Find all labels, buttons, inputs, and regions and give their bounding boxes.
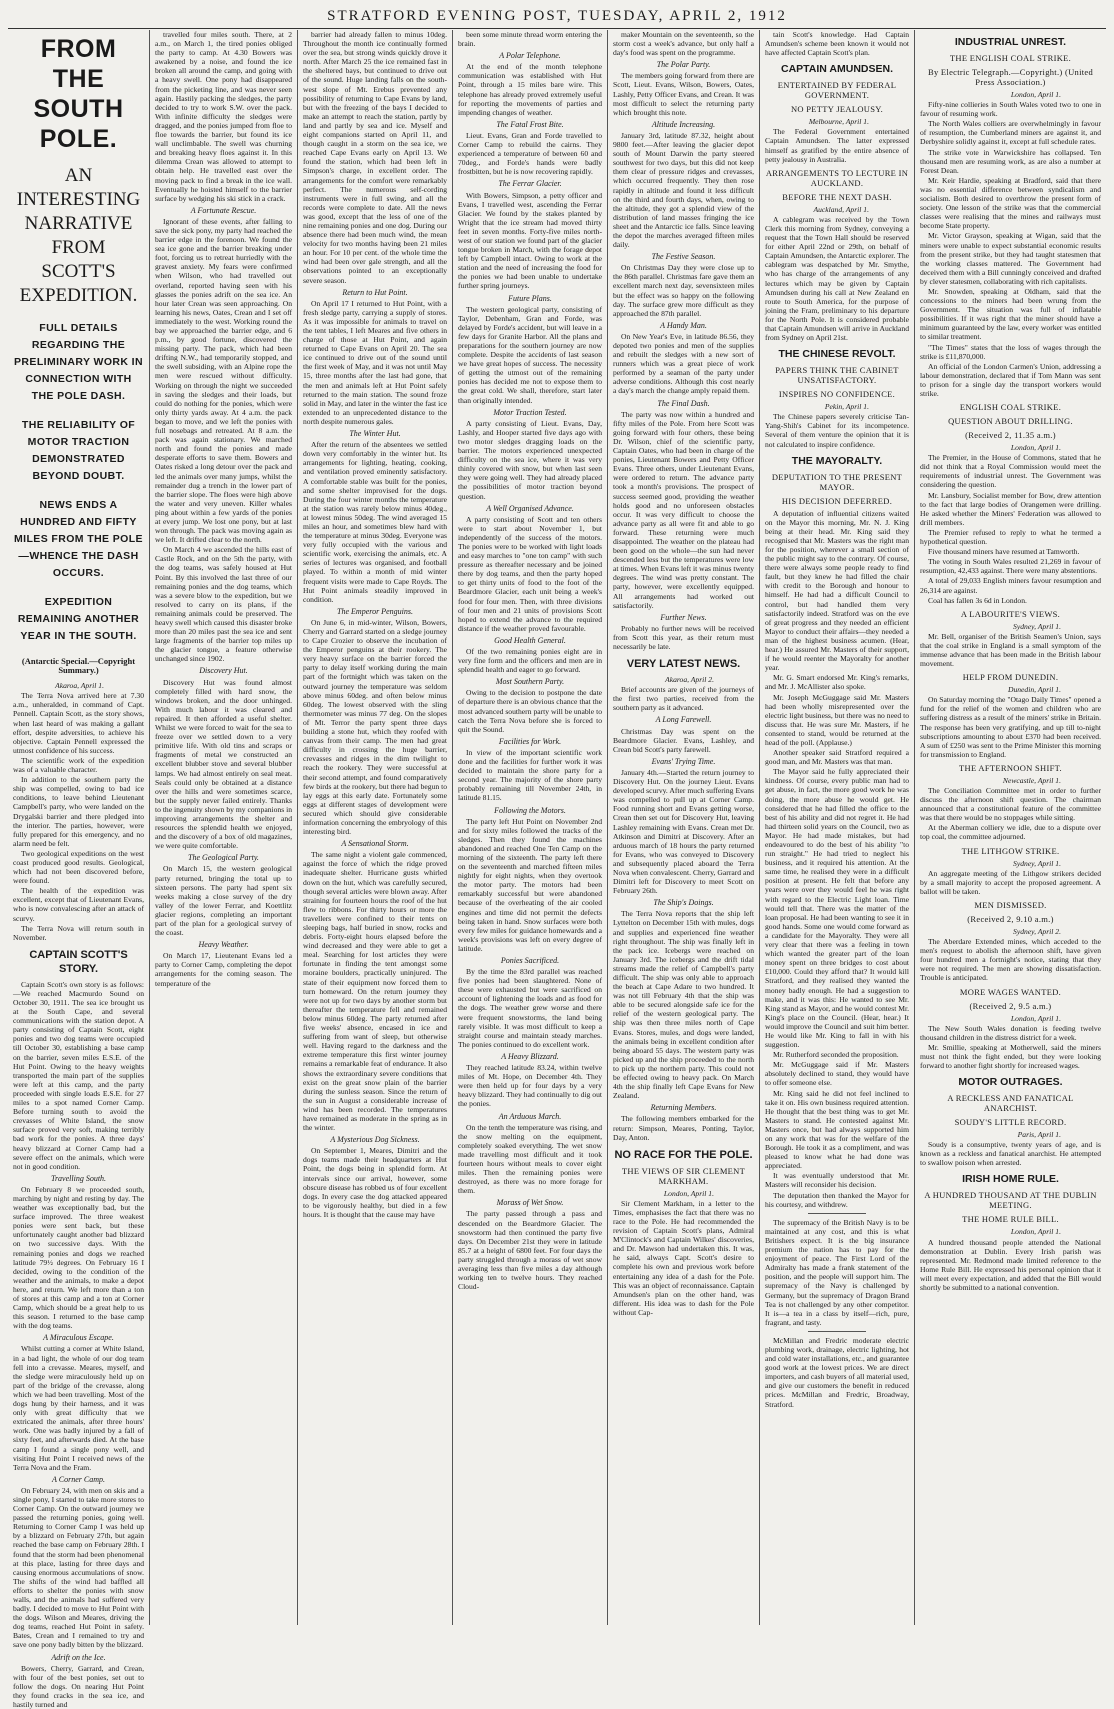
section-heading: NO RACE FOR THE POLE. <box>614 1148 753 1161</box>
dateline: Akaroa, April 1. <box>55 681 104 691</box>
dateline: Paris, April 1. <box>1017 1130 1061 1140</box>
dateline: London, April 1. <box>1010 1013 1061 1023</box>
paragraph: A deputation of influential citizens waited on the Mayor this morning, Mr. N. J. King being at their head. Mr. King said they recognised that Mr. Masters was the right man for the position, wherever a small section of the public might say to the contrary. Of course, there were always some people ready to find fault, but they knew he had filled the chair with credit to the Borough and honour to himself. He had had a difficult Council to control, but had handled them very satisfactorily indeed. Stratford was on the eve of great progress and they needed an efficient Mayor to conduct their affairs—they needed a man of the highest business acumen. (Hear, hear.) He assured Mr. Masters of their support, if he would reenter the Mayoralty for another year. <box>765 508 909 673</box>
subheading: Good Health General. <box>494 635 566 645</box>
paragraph: Lieut. Evans, Gran and Forde travelled to Corner Camp to rebuild the cairns. They experienced a temperature of between 60 and 70deg., and Forde's hands were badly frostbitten, but he is now recovering rapidly. <box>458 130 602 177</box>
paragraph: A party consisting of Lieut. Evans, Day, Lashly, and Hooper started five days ago with two motor sledges dragging loads on the barrier. The motors experienced unexpected difficulty on the sea ice, where it was very thinly covered with snow, but when last seen they were going well. They had already placed the possibilities of motor traction beyond question. <box>458 418 602 501</box>
subheading: The Ship's Doings. <box>653 898 714 908</box>
subheading: BEFORE THE NEXT DASH. <box>782 191 892 202</box>
subheading: HELP FROM DUNEDIN. <box>962 672 1059 683</box>
subheading: The Polar Party. <box>656 60 711 70</box>
paragraph: Soudy is a consumptive, twenty years of age, and is known as a reckless and fanatical anarchist. He attempted to swallow poison when arrested. <box>920 1140 1101 1168</box>
paragraph: The party passed through a pass and descended on the Beardmore Glacier. The snowstorm had then continued the party five days. On December 21st they were in latitude 85.7 at a height of 6800 feet. For four days the party struggled through a morass of wet snow averaging less than five miles a day although working ten to twelve hours. They reached Cloud- <box>458 1209 602 1292</box>
subheading: MORE WAGES WANTED. <box>959 986 1062 997</box>
paragraph: maker Mountain on the seventeenth, so the storm cost a week's advance, but only half a day's food was spent on the programme. <box>613 30 754 58</box>
subheading: The Fatal Frost Bite. <box>496 119 564 129</box>
subheading: THE ENGLISH COAL STRIKE. <box>949 53 1072 63</box>
subheading: A HUNDRED THOUSAND AT THE DUBLIN MEETING. <box>924 1190 1097 1211</box>
paragraph: The deputation then thanked the Mayor for his courtesy, and withdrew. <box>765 1190 909 1209</box>
section-heading: THE CHINESE REVOLT. <box>778 348 896 361</box>
paragraph: "The Times" states that the loss of wages through the strike is £11,870,000. <box>920 342 1101 361</box>
paragraph: Owing to the decision to postpone the date of departure there is an obvious chance that the most advanced southern party will be unable to catch the Terra Nova before she is forced to quit the Sound. <box>458 688 602 734</box>
paragraph: A hundred thousand people attended the National demonstration at Dublin. Every Irish parish was represented. Mr. Redmond made limited reference to the Home Rule Bill. He expressed his personal opinion that it will meet every expectation, and added that the Bill would shortly be submitted to a national convention. <box>920 1237 1101 1292</box>
dateline: Sydney, April 1. <box>1013 621 1061 631</box>
paragraph: They reached latitude 83.24, within twelve miles of Mt. Hope, on December 4th. They were then held up for four days by a very heavy blizzard. They had continually to dig out the ponies. <box>458 1063 602 1109</box>
received-note: (Received 2, 9.10 a.m.) <box>967 913 1054 924</box>
paragraph: The New South Wales donation is feeding twelve thousand children in the distress district for a week. <box>920 1023 1101 1042</box>
paragraph: The members going forward from there are Scott, Lieut. Evans, Wilson, Bowers, Oates, Lashly, Petty Officer Evans, and Crean. It was most difficult to select the returning party which brought this note. <box>613 71 754 117</box>
column-2 <box>150 30 298 1625</box>
paragraph: Christmas Day was spent on the Beardmore Glacier. Evans, Lashley, and Crean bid Scott's party farewell. <box>613 726 754 754</box>
subheading: THE LITHGOW STRIKE. <box>961 845 1060 856</box>
deck-4: EXPEDITION REMAINING ANOTHER YEAR IN THE SOUTH. <box>17 596 140 642</box>
column-5 <box>608 30 760 1625</box>
subheading: Travelling South. <box>50 1173 107 1183</box>
paragraph: On September 1, Meares, Dimitri and the dogs teams made their headquarters at Hut Point, the dogs being in splendid form. At intervals since our arrival, however, some obscure disease has robbed us of four excellent dogs. In every case the dog attacked appeared to be vigorously healthy, but died in a few hours. It is thought that the cause may have <box>303 1146 447 1219</box>
paragraph: The Terra Nova will return south in November. <box>13 923 144 942</box>
dateline: London, April 1. <box>1010 1227 1061 1237</box>
paragraph: Mr. McGuggage said if Mr. Masters absolutely declined to stand, they would have to offer someone else. <box>765 1060 909 1088</box>
paragraph: At the end of the month telephone communication was established with Hut Point, through a 15 miles bare wire. This telephone has already proved extremely useful for reporting the movements of parties and impending changes of weather. <box>458 62 602 117</box>
paragraph: Two geological expeditions on the west coast produced good results. Geological, which had not been discovered before, were found. <box>13 848 144 886</box>
paragraph: The Federal Government entertained Captain Amundsen. The latter expressed himself as gratified by the entire absence of petty jealousy in Australia. <box>765 127 909 164</box>
paragraph: The strike vote in Warwickshire has collapsed. Ten thousand men are resuming work, as are also a number at Forest Dean. <box>920 147 1101 175</box>
received-note: (Received 2, 9.5 a.m.) <box>969 1000 1052 1011</box>
credit-line: By Electric Telegraph.—Copyright.) (United Press Association.) <box>927 67 1094 87</box>
paragraph: Brief accounts are given of the journeys of the first two parties, received from the southern party as it advanced. <box>613 685 754 713</box>
subheading: A Fortunate Rescue. <box>190 205 257 215</box>
paragraph: Five thousand miners have resumed at Tamworth. <box>928 547 1080 557</box>
paragraph: On June 6, in mid-winter, Wilson, Bowers, Cherry and Garrard started on a sledge journey to Cape Crozier to observe the incubation of the Emperor penguins at their rookery. The very heavy surface on the barrier forced the party to delay itself working during the main part of the fortnight which was taken on the outward journey the temperature was seldom above minus 60deg. and often below minus 60deg. The lowest observed with the sling thermometer was minus 77 deg. On the slopes of Mt. Terror the party spent three days building a stone hut, which they roofed with canvas from their camp. The men had great difficulty in crossing the huge barrier, crevasses and ridges in the dim twilight to reach the rookery. They were successful at their second attempt, and found comparatively few birds at the rookery, but there had begun to lay eggs at this early date. Fortunately some eggs at different stages of development were secured which should give considerable information concerning the embryology of this interesting bird. <box>303 617 447 837</box>
subheading: A Heavy Blizzard. <box>501 1051 559 1061</box>
paragraph: At the Aberman colliery we idle, due to a dispute over top coal, the committee adjourned. <box>920 823 1101 842</box>
received-note: (Received 2, 11.35 a.m.) <box>965 430 1056 441</box>
paragraph: Fifty-nine collieries in South Wales voted two to one in favour of resuming work. <box>920 100 1101 119</box>
paragraph: On February 24, with men on skis and a single pony, I started to take more stores to Corner Camp. On the outward journey we passed the returning ponies, going well. Returning to Corner Camp I was held up by a blizzard on February 27th, but again reached the base camp on February 28th. I found that the storm had been phenomenal at this place, lasting for three days and causing enormous accumulations of snow. The shifts of the wind had baffled all efforts to shelter the ponies with snow walls, and the animals had suffered very badly. I decided to move to Hut Point with the dogs. Wilson and Meares, driving the dog teams, reached Hut Point in safety. Bates, Crean and I remained to try and save one pony badly bitten by the blizzard. <box>13 1485 144 1650</box>
paragraph: Bowers, Cherry, Garrard, and Crean, with four of the best ponies, set out to follow the dogs. On nearing Hut Point they found cracks in the sea ice, and hastily turned and <box>13 1663 144 1709</box>
subheading: A RECKLESS AND FANATICAL ANARCHIST. <box>947 1093 1074 1114</box>
subheading: ENTERTAINED BY FEDERAL GOVERNMENT. <box>777 80 897 101</box>
paragraph: The Terra Nova arrived here at 7.30 a.m., unheralded, in command of Capt. Pennell. Captain Scott, as the story shows, when last heard of was making a gallant effort, despite adversities, to achieve his objective. Captain Pennell expressed the utmost confidence of his success. <box>13 691 144 755</box>
subheading: A Corner Camp. <box>52 1474 105 1484</box>
subheading: ARRANGEMENTS TO LECTURE IN AUCKLAND. <box>765 167 909 188</box>
subheading: Altitude Increasing. <box>651 119 716 129</box>
paragraph: Coal has fallen 3s 6d in London. <box>928 595 1027 605</box>
section-heading: CAPTAIN AMUNDSEN. <box>781 63 893 76</box>
paragraph: been some minute thread worm entering the brain. <box>458 30 602 49</box>
paragraph: The Chinese papers severely criticise Tan-Yang-Shih's Cabinet for its incompetence. Several of them venture the opinion that it is not calculated to inspire confidence. <box>765 412 909 449</box>
copyright-note: (Antarctic Special.—Copyright Summary.) <box>21 656 136 676</box>
paragraph: On March 17, Lieutenant Evans led a party to Corner Camp, completing the depot arrangements for the coming season. The temperature of the <box>155 951 292 988</box>
dateline: Akaroa, April 2. <box>665 675 714 685</box>
subheading: INSPIRES NO CONFIDENCE. <box>778 389 896 400</box>
subheading: HIS DECISION DEFERRED. <box>781 495 893 506</box>
paragraph: On April 17 I returned to Hut Point, with a fresh sledge party, carrying a supply of stores. As it was impossible for animals to travel on the tent tables, I left Meares and five others in charge of those at Hut Point, and again returned to Cape Evans on April 20. The sea ice continued to drive out of the sound until the first week of May, and it was not until May 15, three months after the last had gone, that the men and animals left at Hut Point safely returned to the main station. The sound froze solid in May, and later in the winter the fast ice extended to an unprecedented distance to the north despite numerous gales. <box>303 298 447 426</box>
paragraph: Mr. King said he did not feel inclined to take it on. His own business required attention. He thought that the best thing was to get Mr. Masters to stand. He contested against Mr. Masters once, but had always supported him on any work that was for the welfare of the Borough. He took it as a compliment, and was pleased to know what he had done was appreciated. <box>765 1088 909 1171</box>
subheading: Further News. <box>660 612 707 622</box>
paragraph: Sir Clement Markham, in a letter to the Times, emphasises the fact that there was no race to the Pole. He had recommended the revision of Captain Scott's plans, Admiral M'Clintock's and Captain Wilkes' discoveries, and Dr. Mawson had undertaken this. It was, he said, always Capt. Scott's desire to complete his own and previous work before entertaining any idea of a dash for the Pole. This was an object of reconnaissance. Captain Amundsen's plan on the other hand, was different. His idea was to dash for the Pole without Cap- <box>613 1198 754 1317</box>
subheading: QUESTION ABOUT DRILLING. <box>948 416 1073 427</box>
paragraph: Whilst cutting a corner at White Island, in a bad light, the whole of our dog team fell into a crevasse. Meares, myself, and the sledge were miraculously held up on part of the bridge of the crevasse, along which we had been travelling. Most of the dogs hung by their harness, and it was only with great difficulty that we extricated the animals, after three hours' work. One was badly injured by a fall of sixty feet, and afterwards died. At the base camp I found a single pony well, and visiting Hut Point I received news of the Terra Nova and the Fram. <box>13 1344 144 1472</box>
paragraph: An aggregate meeting of the Lithgow strikers decided by a small majority to accept the proposed agreement. A ballot will be taken. <box>920 868 1101 896</box>
paragraph: The same night a violent gale commenced, against the force of which the ridge proved inadequate shelter. Hurricane gusts whirled down on the hut, which was carefully secured, though several articles were blown away. After straining for fourteen hours the roof of the hut flew to ribbons. For thirty hours or more the travellers were confined to their tents on sleeping bags, half buried in snow, rocks and debris. Forty-eight hours elapsed before the wind decreased and they were able to get a meal. Searching for lost articles they were fortunate in finding the tent amongst some moraine boulders, practically uninjured. The state of their equipment now forced them to turn homeward. On the return journey they were not up for two days by another storm but thereafter the temperature fell and remained below minus 60deg. The party returned after five weeks' absence, encased in ice and suffering from want of sleep, but otherwise well. Having regard to the darkness and the extreme temperature this first winter journey remains a remarkable feat of endurance. It also shows the extraordinary severe conditions that exist on the great snow plain of the barrier during the sunless season. Since the return of the sun in August a considerable increase of wind has been recorded. The temperatures have remained as moderate in the spring as in the winter. <box>303 850 447 1133</box>
subheading: THE HOME RULE BILL. <box>962 1214 1059 1225</box>
paragraph: January 3rd, latitude 87.32, height about 9800 feet.—After leaving the glacier depot south of Mount Darwin the party steered southwest for two days, but this did not keep them clear of pressure ridges and crevasses, which occurred frequently. They then rose rapidly in altitude and found it less difficult on the third and fourth days, when, owing to the altitude, they got a splendid view of the distribution of land masses fringing the ice sheet and the Antarctic ice falls. Since leaving the depot the marches averaged fifteen miles daily. <box>613 130 754 250</box>
paragraph: The Mayor said he fully appreciated their kindness. Of course, every public man had to get abuse, in fact, the more good work he was doing, the more abuse he would get. He considered that he had filled the office to the best of his ability and did not regret it. He had had thirteen solid years on the Council, two as Mayor. He had made mistakes, but had endeavoured to do the best of his ability "to run straight." He had tried to neglect his business, and it required his attention. At the same time, he realised they were in a difficult position at present. He felt that before any years were over they would feel he was right with regard to the Electric Light loan. Time would tell that. There was the matter of the loan proposal. He had been wanting to see it in good hands. Some one would come forward as a candidate for the Mayoralty. They were all very clear that there was a feeling in town which wanted the greater part of the loan money spent on three bridges to cost about £10,000. Could they afford that? It would kill Stratford, and they realised they wanted the money badly enough. He had a suggestion to make, and it was this: He wanted to see Mr. King stand as Mayor, and he would contest Mr. King's place on the Council. (Hear, hear.) It would improve the Council and suit him better. He would like Mr. King to fall in with his suggestion. <box>765 767 909 1050</box>
paragraph: Probably no further news will be received from Scott this year, as their return must necessarily be late. <box>613 623 754 651</box>
paragraph: On March 4 we ascended the hills east of Castle Rock, and on the 5th the party, with the dog teams, was safely housed at Hut Point. By this involved the last three of our remaining ponies and the dog teams, which was a severe blow to the expedition, but we resolved to carry on its plans, if the remaining animals could be preserved. The heavy swell which caused this disaster broke more than 20 miles past the sea ice and sent large fragments of the barrier top miles up the glacier tongue, a feature otherwise unchanged since 1902. <box>155 545 292 664</box>
paragraph: The following members embarked for the return: Simpson, Meares, Ponting, Taylor, Day, Anton. <box>613 1114 754 1142</box>
subheading: A Handy Man. <box>660 320 707 330</box>
subheading: Evans' Trying Time. <box>651 756 716 766</box>
paragraph: Mr. G. Smart endorsed Mr. King's remarks, and Mr. J. McAllister also spoke. <box>765 673 909 692</box>
paragraph: The western geological party, consisting of Taylor, Debenham, Gran and Forde, was delayed by Forde's accident, but will leave in a few days for Granite Harbor. All the plans and preparations for the southern journey are now complete. Despite the accidents of last season we have great hopes of success. The necessity of getting the utmost out of the remaining ponies has decided me not to expose them to the great cold. We shall, therefore, start later than originally intended. <box>458 304 602 405</box>
subheading: A Mysterious Dog Sickness. <box>330 1135 420 1145</box>
dateline: Auckland, April 1. <box>813 204 869 214</box>
subheading: The Final Dash. <box>657 398 710 408</box>
paragraph: The Terra Nova reports that the ship left Lyttelton on December 15th with mules, dogs and supplies and experienced fine weather right throughout. The ship was finally left in the pack ice. Icebergs were reached on January 3rd. The icebergs and the drift tidal streams made the relief of Campbell's party difficult. The ship was only able to approach the beach at Cape Adare to two hundred. It was not till February 4th that the ship was able to be secured alongside safe ice for the relief of the western geological party. The ship was then three miles north of Cape Evans. Stores, mules, and dogs were landed, the animals being in excellent condition after being aboard 55 days. The western party was picked up and the ship proceeded to the north to pick up the northern party. This could not be effected owing to heavy pack. On March 4th the ship finally left Cape Evans for New Zealand. <box>613 909 754 1101</box>
paragraph: With Bowers, Simpson, a petty officer and Evans, I travelled west, ascending the Ferrar Glacier. We found by the stakes planted by Wright that the ice stream had moved thirty feet in seven months. Forty-five miles north-west of our station we found part of the glacier tongue broken in March, with the forage depot left by Campbell intact. Owing to work at the station and the need of increasing the food for the ponies we had been unable to undertake further spring journeys. <box>458 190 602 291</box>
section-heading: IRISH HOME RULE. <box>962 1173 1059 1186</box>
paragraph: Mr. Snowden, speaking at Oldham, said that the concessions to the miners had been wrung from the Government. The situation was full of inflatable possibilities. If it was right that the miner should have a minimum guaranteed by the law, every worker was entitled to similar treatment. <box>920 286 1101 342</box>
paragraph: On the tenth the temperature was rising, and the snow melting on the equipment, completely soaked everything. The wet snow made travelling most difficult and it took fourteen hours without meals to cover eight miles. Then the remaining ponies were destroyed, as there was no more forage for them. <box>458 1122 602 1196</box>
subheading: Returning Members. <box>650 1103 717 1113</box>
paragraph: The Premier, in the House of Commons, stated that he did not think that a Royal Commission would meet the requirements of industrial unrest. The Government was considering the question. <box>920 453 1101 490</box>
paragraph: An official of the London Carmen's Union, addressing a labour demonstration, declared that if Tom Mann was sent to prison for a single day the transport workers would strike. <box>920 361 1101 398</box>
subheading: An Arduous March. <box>498 1111 562 1121</box>
subheading: A LABOURITE'S VIEWS. <box>960 608 1061 619</box>
paragraph: Of the two remaining ponies eight are in very fine form and the officers and men are in splendid health and eager to go forward. <box>458 647 602 675</box>
subheading: Discovery Hut. <box>199 666 248 676</box>
subheading: Morass of Wet Snow. <box>496 1198 564 1208</box>
advertisement: The supremacy of the British Navy is to be maintained at any cost, and this is what Britishers expect. It is the big insurance premium the nation has to pay for the enjoyment of peace. The First Lord of the Admiralty has made a frank statement of the position, and the people will support him. The supremacy of the Navy is challenged by Germany, but the supremacy of Dragon Brand Tea is not challenged by any other competitor. It is—a tea in a class by itself—rich, pure, fragrant, and tasty. <box>765 1217 909 1327</box>
paragraph: On Saturday morning the "Otago Daily Times" opened a fund for the relief of the women and children who are suffering distress as a result of the miners' strike in Britain. The response has been very gratifying, and up till to-night subscriptions amounting to about £370 had been received. A sum of £250 was sent to the Prime Minister this morning for transmission to England. <box>920 695 1101 759</box>
paragraph: January 4th.—Started the return journey to Discovery Hut. On the journey Lieut. Evans developed scurvy. After much suffering Evans was compelled to pull up at Corner Camp. Food running short and Evans getting worse, Crean then set out for Discovery Hut, leaving Lashley remaining with Evans. Crean met Dr. Atkinson and Dimitri at Discovery. After an arduous march of 18 hours the party returned for Evans, who was conveyed to Discovery and subsequently placed aboard the Terra Nova when convalescent. Cherry, Garrard and Dimitri left for Discovery to meet Scott on February 26th. <box>613 767 754 896</box>
subheading: Ponies Sacrificed. <box>500 956 560 965</box>
section-heading: CAPTAIN SCOTT'S STORY. <box>29 948 128 975</box>
columns <box>8 30 1106 1709</box>
paragraph: In view of the important scientific work done and the facilities for further work it was decided to maintain the shore party for a second year. The majority of the shore party probably remaining till November 24th, in latitude 81.15. <box>458 747 602 803</box>
paragraph: The health of the expedition was excellent, except that of Lieutenant Evans, who is now convalescing after an attack of scurvy. <box>13 886 144 923</box>
deck-1: FULL DETAILS REGARDING THE PRELIMINARY WORK IN CONNECTION WITH THE POLE DASH. <box>14 322 143 402</box>
divider <box>808 1331 866 1332</box>
paragraph: barrier had already fallen to minus 10deg. Throughout the month ice continually formed over the sea, but strong winds quickly drove it north. After March 25 the ice remained fast in the sheltered bays, but continued to drive out of the sound. Huge landing falls on the south-west slope of Mt. Erebus prevented any possibility of returning to Cape Evans by land, but with the freezing of the bays I decided to make an attempt to reach the station, partly by land and partly by sea and ice. Myself and eight companions started on April 11, and though caught in a storm on the sea ice, we reached Cape Evans early on April 13. We found the station, which had been left in Simpson's charge, in excellent order. The arrangements for the comfort were remarkably perfect. The numerous self-cording instruments were in full swing, and all the records were complete to date. All the news was good, except that the less of one of the nine remaining ponies and one dog. During our absence there had been much wind, the mean velocity for two months having been 21 miles an hour. For 10 per cent. of the whole time the wind had been over gale strength, and all the observations pointed to an exceptionally severe season. <box>303 30 447 285</box>
subheading: Return to Hut Point. <box>342 287 408 297</box>
dateline: Melbourne, April 1. <box>808 117 869 127</box>
subheading: The Geological Party. <box>188 853 259 863</box>
column-1 <box>8 30 150 1709</box>
dateline: Pekin, April 1. <box>824 402 869 412</box>
subheading: DEPUTATION TO THE PRESENT MAYOR. <box>771 471 903 492</box>
divider <box>808 1213 866 1214</box>
paragraph: In addition to the southern party the ship was compelled, owing to bad ice conditions, to leave behind Lieutenant Campbell's party, who were landed on the Drygalski barrier and there pledged into the interior. The parties, however, were fully prepared for this emergency, and no alarm need be felt. <box>13 775 144 848</box>
subheading: The Winter Hut. <box>349 429 401 439</box>
paragraph: Mr. Victor Grayson, speaking at Wigan, said that the miners were unable to expect substantial economic results from the present strike, but they had taught statesmen that the working classes mattered. The Government had deceived them with a Bill cunningly conceived and drafted by clever statesmen, collaborating with rich capitalists. <box>920 231 1101 286</box>
subheading: Heavy Weather. <box>198 940 249 950</box>
advertisement: McMillan and Fredric moderate electric plumbing work, drainage, electric lighting, hot and cold water installations, etc., and guarantee good work at the lowest prices. We are direct importers, and cash buyers of all material used, and give our customers the benefit in reduced prices. McMillan and Fredric, Broadway, Stratford. <box>765 1335 910 1409</box>
dateline: Sydney, April 1. <box>1013 858 1061 868</box>
column-6 <box>760 30 915 1625</box>
subheading: Future Plans. <box>508 293 552 303</box>
paragraph: Discovery Hut was found almost completely filled with hard snow, the windows broken, and the door unhinged. With much labour it was cleared and repaired. It then afforded a useful shelter. Whilst we were forced to wait for the sea to freeze over we settled down to a very primitive life. With old tins and scraps or fragments of metal we constructed an excellent blubber stove and several blubber lamps. We had almost entirely on seal meat. Seals could only be obtained at a distance over the hills and were sometimes scarce, but the supply never failed entirely. Thanks to the ingenuity shown by my companions in improving arrangements the shelter and resources the splendid health we enjoyed, and the discovery of a box of old magazines, we were quite comfortable. <box>155 677 292 851</box>
section-heading: INDUSTRIAL UNREST. <box>954 36 1067 48</box>
paragraph: It was eventually understood that Mr. Masters will reconsider his decision. <box>765 1171 909 1190</box>
masthead: STRATFORD EVENING POST, TUESDAY, APRIL 2, 1912 <box>8 6 1106 29</box>
paragraph: Mr. Smillie, speaking at Motherwell, said the miners must not think the fight ended, but they were looking forward to another fight shortly for increased wages. <box>920 1042 1101 1070</box>
paragraph: Mr. Keir Hardie, speaking at Bradford, said that there was no essential difference between syndicalism and socialism. Both desired to overthrow the present form of society. One lesson of the strike was that the commercial classes were realising that the mines and railways must become State property. <box>920 175 1101 231</box>
paragraph: tain Scott's knowledge. Had Captain Amundsen's scheme been known it would not have affected Captain Scott's plan. <box>765 30 909 58</box>
paragraph: The party was now within a hundred and fifty miles of the Pole. From here Scott was going forward with four others, these being Dr. Wilson, chief of the scientific party, Captain Oates, who had been in charge of the ponies, Lieutenant Bowers and Petty Officer Evans. Three others, under Lieutenant Evans, were ordered to return. The advance party took a month's provisions. The prospect of success seemed good, providing the weather holds good and no unforeseen obstacles occur. It was very difficult to choose the advance party as all were fit and able to go forward. These returning were much disappointed. The weather on the plateau had been good on the whole—the sun had never descended less but the temperatures were low at times. When Evans left it was minus twenty degrees. The wind was pretty constant. The party, however, were excellently equipped. All arrangements had worked out satisfactorily. <box>613 409 754 610</box>
subheading: NO PETTY JEALOUSY. <box>790 104 884 115</box>
dateline: London, April 1. <box>1010 90 1061 99</box>
paragraph: Captain Scott's own story is as follows:—We reached Macmurdo Sound on October 30, 1911. The sea ice brought us at the South Cape, and several communications with the station depot. A party consisting of Captain Scott, eight ponies and two dog teams were occupied till October 30, establishing a base camp on the barrier, seven miles E.S.E. of the Hut Point. Owing to the heavy weights transported the main part of the supplies were left at this camp, and the party proceeded with single loads E.S.E. for 27 miles to a spot named Corner Camp. Before turning south to avoid the crevasses of White Island, the snow surface proved very soft, making terribly bad work for the ponies. A three days' heavy blizzard at Corner Camp had a severe effect on the animals, which were not in good condition. <box>13 979 144 1171</box>
paragraph: Another speaker said Stratford required a good man, and Mr. Masters was that man. <box>765 748 909 767</box>
paragraph: The Aberdare Extended mines, which acceded to the men's request to abolish the afternoon shift, have given four hundred men a fortnight's notice, stating that they were not required. The men are showing dissatisfaction. Trouble is anticipated. <box>920 937 1101 983</box>
paragraph: Mr. Rutherford seconded the proposition. <box>773 1050 899 1060</box>
paragraph: The North Wales colliers are overwhelmingly in favour of resumption, the Cumberland miners are against it, and Derbyshire solidly against it, except at full schedule rates. <box>920 119 1101 147</box>
subheading: THE AFTERNOON SHIFT. <box>959 762 1062 773</box>
paragraph: Mr. Joseph McGuggage said Mr. Masters had been wholly misrepresented over the electric light business, but there was no need to discuss that. He was sure Mr. Masters, if he consented to stand, would be returned at the head of the poll. (Applause.) <box>765 692 909 747</box>
subheading: Most Southern Party. <box>495 677 565 687</box>
paragraph: After the return of the absentees we settled down very comfortably in the winter hut. Its arrangements for lighting, heating, cooking, and ventilation proved eminently satisfactory. A comfortable stable was built for the ponies, and some shelter improvised for the dogs. During the four winter months the temperature at the station was rarely below minus 40deg., at lowest minus 50deg. The wind averaged 15 miles an hour, and sometimes blew hard with the temperature at minus 30deg. Everyone was very fully occupied with the various and scientific work, exercising the animals, etc. A series of lectures was organised, and football played. To within a month of mid winter frequent visits were made to Cape Royds. The Hut Point animals steadily improved in condition. <box>303 440 447 604</box>
dateline: London, April 1. <box>663 1188 714 1198</box>
section-heading: MOTOR OUTRAGES. <box>958 1076 1063 1089</box>
subheading: A Long Farewell. <box>655 715 712 725</box>
paragraph: The Conciliation Committee met in order to further discuss the afternoon shift question. The chairman announced that a constitutional feature of the committee was that there would be no stoppages while sitting. <box>920 786 1101 823</box>
paragraph: Mr. Lansbury, Socialist member for Bow, drew attention to the fact that large bodies of Orangemen were drilling. He asked whether the Miners' Federation was allowed to drill members. <box>920 490 1101 527</box>
paragraph: Mr. Bell, organiser of the British Seamen's Union, says that the coal strike in England is a small symptom of the immense advance that has been made in the British labour movement. <box>920 631 1101 669</box>
subheading: A Polar Telephone. <box>499 51 561 61</box>
subheading: MEN DISMISSED. <box>974 899 1047 910</box>
paragraph: A cablegram was received by the Town Clerk this morning from Sydney, conveying a request that the Town Hall should be reserved for either April 22nd or 29th, on behalf of Captain Amundsen, the Antarctic explorer. The cablegram was despatched by Mr. Smythe, who has charge of the arrangements of any lectures which may be given by Captain Amundsen during his call at New Zealand en route to South America, for the purpose of joining the Fram, preliminary to his departure for the North Pole. It is considered probable that Captain Amundsen will arrive in Auckland from Sydney on April 21st. <box>765 214 909 343</box>
subheading: The Ferrar Glacier. <box>498 179 562 189</box>
paragraph: The Premier refused to reply to what he termed a hypothetical question. <box>920 527 1101 547</box>
paragraph: The scientific work of the expedition was of a valuable character. <box>13 755 144 775</box>
paragraph: On March 15, the western geological party returned, bringing the total up to sixteen persons. The party had spent six weeks making a close survey of the dry valley of the lower Ferrar, and Koettlitz glacier regions, completing an important part of the plan for a geological survey of the coast. <box>155 864 292 938</box>
subheading: PAPERS THINK THE CABINET UNSATISFACTORY. <box>775 365 899 386</box>
column-3 <box>298 30 453 1625</box>
subheading: ENGLISH COAL STRIKE. <box>959 402 1062 413</box>
paragraph: On Christmas Day they were close up to the 86th parallel. Christmas fare gave them an excellent march next day, sevensixteen miles but the effect was so happy on the following day. The surface grew more difficult as they approached the 87th parallel. <box>613 263 754 318</box>
paragraph: A party consisting of Scott and ten others were to start about November 1, but independently of the success of the motors. The ponies were to be worked with light loads and easy marches to "one ton camp" with such pressure as thereafter necessary and be joined there by dog teams, and then the party hoped to get thirty units of food to the foot of the Beardmore Glacier, each unit being a week's food for four men. Then, with three divisions of four men and 21 units of provisions Scott hoped to extend the advance to the required distance if the weather proved favourable. <box>458 514 602 633</box>
paragraph: The voting in South Wales resulted 21,269 in favour of resumption, 42,433 against. There were many abstentions. <box>920 557 1101 576</box>
paragraph: On New Year's Eve, in latitude 86.56, they depoted two ponies and men of the supplies and rebuilt the sledges with a new sort of runners which was a great piece of work performed by a seaman of the party under adverse conditions. Although this cost nearly a day's march the change amply repaid them. <box>613 331 754 396</box>
column-4 <box>453 30 608 1625</box>
section-heading: VERY LATEST NEWS. <box>626 658 741 671</box>
subheadline: AN INTERESTING NARRATIVE FROM SCOTT'S EXPEDITION. <box>16 165 141 306</box>
deck-2: THE RELIABILITY OF MOTOR TRACTION DEMONSTRATED BEYOND DOUBT. <box>21 419 136 482</box>
subheading: A Well Organised Advance. <box>486 503 574 513</box>
column-7 <box>915 30 1106 1625</box>
subheading: SOUDY'S LITTLE RECORD. <box>954 1117 1067 1128</box>
headline: FROM THE SOUTH POLE. <box>33 35 124 153</box>
dateline: Dunedin, April 1. <box>1007 685 1061 695</box>
paragraph: The party left Hut Point on November 2nd and for sixty miles followed the tracks of the sledges. Then they found the machines abandoned and reached One Ten Camp on the morning of the sixteenth. The party left there on the seventeenth and marched fifteen miles nightly for eight nights, when they overtook the motor party. The motors had been remarkably successful but were abandoned because of the overheating of the air cooled engines and time did not permit the defects being taken in hand. Snow surfaces were both every few miles for guidance homewards and a week's provisions was left on every degree of latitude. <box>458 816 602 953</box>
dateline: London, April 1. <box>1010 443 1061 453</box>
subheading: Following the Motors. <box>494 805 566 815</box>
paragraph: A total of 29,033 English miners favour resumption and 26,314 are against. <box>920 576 1101 595</box>
deck-3: NEWS ENDS A HUNDRED AND FIFTY MILES FROM THE POLE—WHENCE THE DASH OCCURS. <box>14 499 143 579</box>
subheading: The Emperor Penguins. <box>337 606 413 616</box>
subheading: Adrift on the Ice. <box>51 1652 106 1662</box>
subheading: The Festive Season. <box>651 252 716 262</box>
paragraph: On February 8 we proceeded south, marching by night and resting by day. The weather was exceptionally bad, but the surface improved. The three weakest ponies were sent back, but these unfortunately caught another bad blizzard on two successive days. With the remaining ponies and dogs we reached latitude 79½ degrees. On February 16 I decided, owing to the condition of the weather and the animals, to make a depot here, and return. We left more than a ton of stores at this camp and a ton at Corner Camp, which should be a great help to us this season. I returned to the base camp with the dog teams. <box>13 1184 144 1331</box>
subheading: A Sensational Storm. <box>341 839 409 849</box>
paragraph: By the time the 83rd parallel was reached five ponies had been slaughtered. None of these were exhausted but were sacrificed on account of lightening the loads and as food for the dogs. The weather grew worse and there were frequent snowstorms, the land being rarely visible. It was most difficult to keep a straight course and maintain steady marches. The ponies continued to do excellent work. <box>458 967 602 1049</box>
paragraph: Ignorant of these events, after falling to save the sick pony, my party had reached the barrier edge in the forenoon. We found the sea ice gone and the barrier breaking under foot, forcing us to retreat hurriedly with the gravest anxiety. My fears were confirmed when Wilson, who had travelled out overland, reported having seen with his glasses the ponies adrift on the sea ice. An hour later Crean was seen approaching. On learning his news, Oates, Crean and I set off immediately to the west. Working round the bay we approached the barrier edge, and 6 p.m., by good fortune, discovered the missing party. The pack, which had been drifting N.W., had temporarily stopped, and the swell subsiding, with an Alpine rope the men were rescued without difficulty. Working on through the night we succeeded in saving the sledges and their loads, but could do nothing for the ponies, which were only thirty yards away. At 4 a.m. the pack began to move, and we left the ponies with full nosebags and retreated. At 8 a.m. the pack was again stationary. We marched north and found the ponies and made desperate efforts to save them. Bowers and Oates risked a long detour over the pack and led the animals over many jumps, whilst the remainder dug a trench in the lower part of the barrier slope. The floes were high above the water and very uneven. Killer whales ping about within a few yards of the ponies at every jump. We lost one pony, but at last won through. The pack was moving again as we left. It drifted clear to the north. <box>155 216 292 545</box>
section-heading: THE MAYORALTY. <box>791 454 883 467</box>
paragraph: travelled four miles south. There, at 2 a.m., on March 1, the tired ponies obliged the party to camp. At 4.30 Bowers was awakened by a noise, and found the ice broken all around the camp, and going with a heavy swell. One pony had disappeared from the picketing line, and was never seen again. Hastily packing the sledges, the party decided to try to work S.W. over the pack. With infinite difficulty the sledges were dragged, and the ponies jumped from floe to floe towards the barrier, but found its ice wall unclimbable. The swell was churning and breaking heavy floes against it. In this dilemma Crean was allowed to attempt to obtain help. He travelled east over the moving pack to find a break in the ice wall. Eventually he hoisted himself to the barrier surface by wedging his ski stick in a crack. <box>155 30 292 203</box>
subheading: Motor Traction Tested. <box>493 407 567 417</box>
subheading: Facilities for Work. <box>498 736 562 746</box>
subheading: A Miraculous Escape. <box>43 1333 114 1343</box>
dateline: Newcastle, April 1. <box>1002 775 1061 785</box>
subheading: THE VIEWS OF SIR CLEMENT MARKHAM. <box>621 1165 746 1186</box>
dateline: Sydney, April 2. <box>1013 926 1061 936</box>
